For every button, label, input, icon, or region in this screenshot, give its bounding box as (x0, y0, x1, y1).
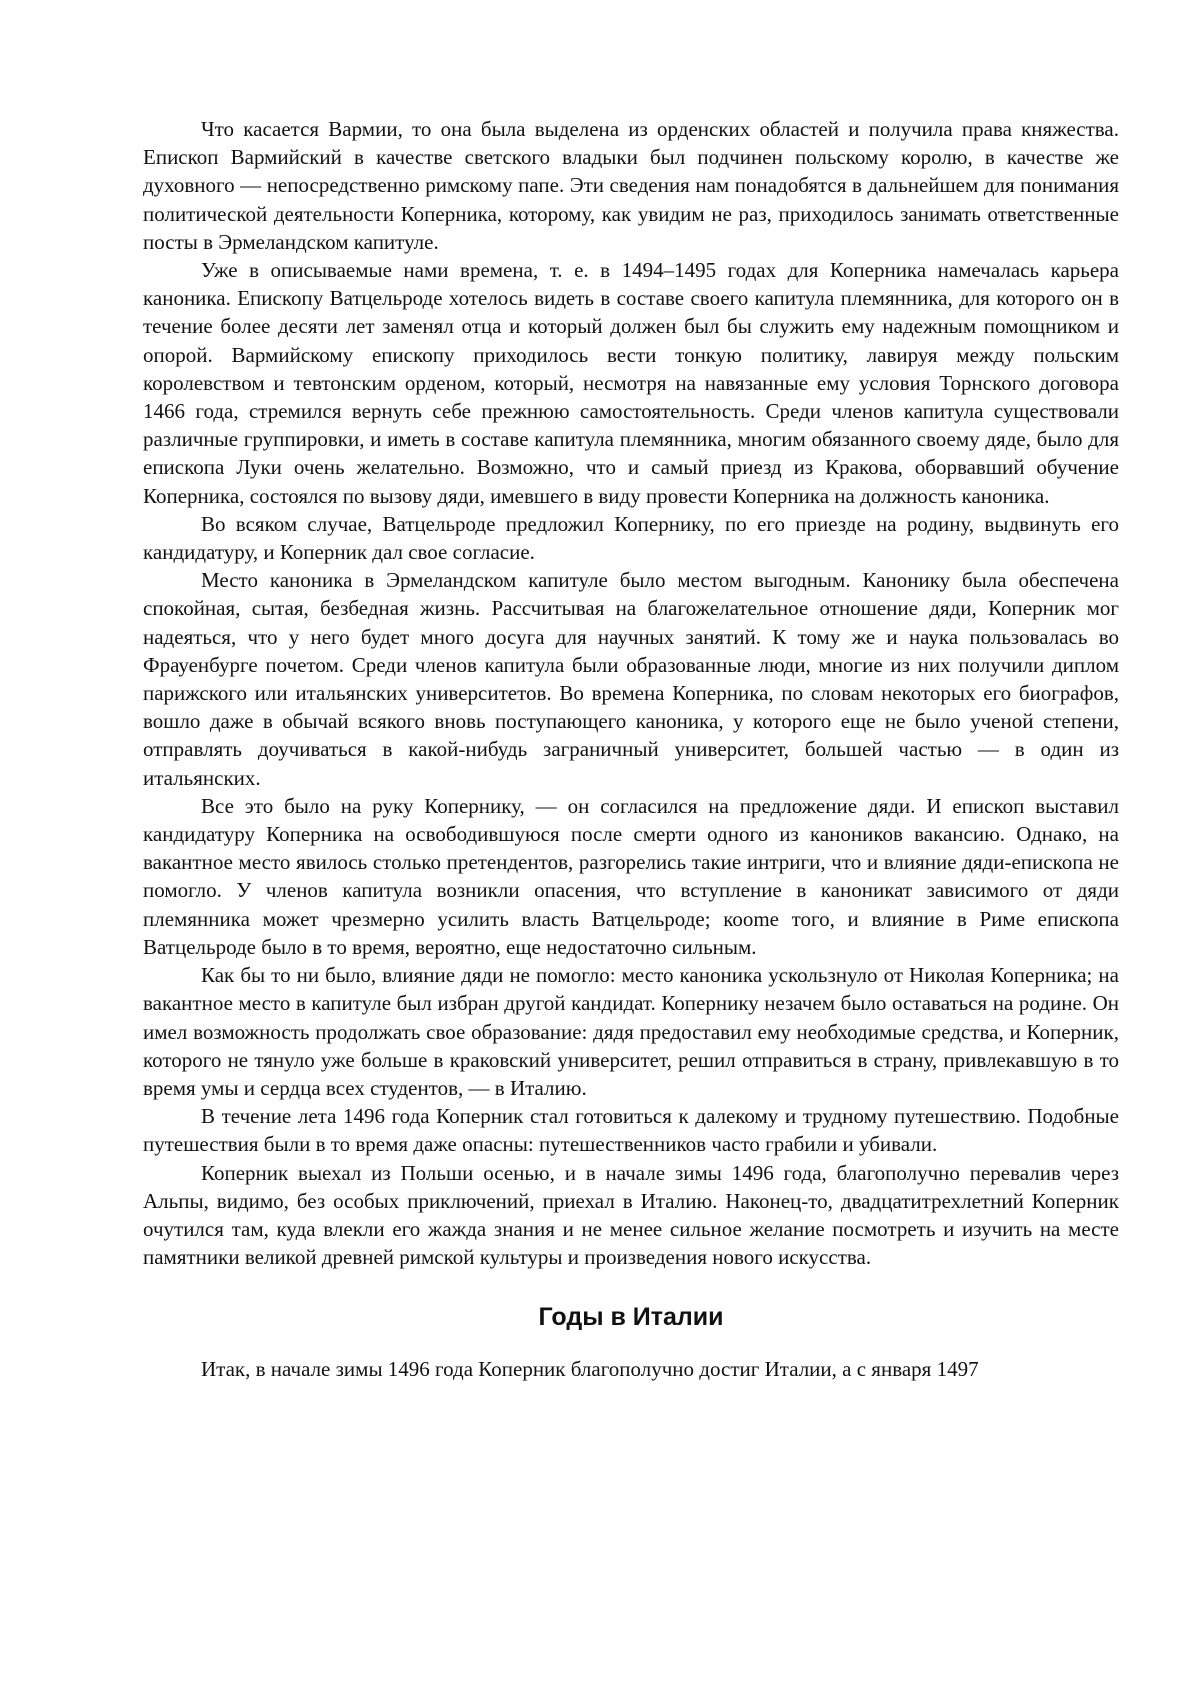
document-page (143, 115, 1119, 1384)
paragraph-9: Итак, в начале зимы 1496 года Коперник благополучно достиг Италии, а с января 1497 (201, 1357, 979, 1382)
paragraph-3: Во всяком случае, Ватцельроде предложил Копернику, по его приезде на родину, выдвинуть его кандидатуру, и Коперник дал свое согласие. (143, 511, 1119, 565)
paragraph-1: Что касается Вармии, то она была выделена из орденских областей и получила права княжества. Епископ Вармийский в качестве светского владыки был подчинен польскому королю, в качестве же духовного — непосредственно римскому папе. Эти сведения нам понадобятся в дальнейшем для понимания политической деятельности Коперника, которому, как увидим не раз, приходилось занимать ответственные посты в Эрмеландском капитуле. (143, 117, 1119, 254)
paragraph-7: В течение лета 1496 года Коперник стал готовиться к далекому и трудному путешествию. Подобные путешествия были в то время даже опасны: путешественников часто грабили и убивали. (143, 1104, 1119, 1157)
paragraph-2: Уже в описываемые нами времена, т. е. в 1494–1495 годах для Коперника намечалась карьера каноника. Епископу Ватцельроде хотелось видеть в составе своего капитула племянника, для которого он в течение более десяти лет заменял отца и который должен был бы служить ему надежным помощником и опорой. Вармийскому епископу приходилось вести тонкую политику, лавируя между польским королевством и тевтонским орденом, который, несмотря на навязанные ему условия Торнского договора 1466 года, стремился вернуть себе прежнюю самостоятельность. Среди членов капитула существовали различные группировки, и иметь в составе капитула племянника, многим обязанного своему дяде, было для епископа Луки очень желательно. Возможно, что и самый приезд из Кракова, оборвавший обучение Коперника, состоялся по вызову дяди, имевшего в виду провести Коперника на должность каноника. (143, 258, 1119, 508)
paragraph-4: Место каноника в Эрмеландском капитуле было местом выгодным. Канонику была обеспечена спокойная, сытая, безбедная жизнь. Рассчитывая на благожелательное отношение дяди, Коперник мог надеяться, что у него будет много досуга для научных занятий. К тому же и наука пользовалась во Фрауенбурге почетом. Среди членов капитула были образованные люди, многие из них получили диплом парижского или итальянских университетов. Во времена Коперника, по словам некоторых его биографов, вошло даже в обычай всякого вновь поступающего каноника, у которого еще не было ученой степени, отправлять доучиваться в какой-нибудь заграничный университет, большей частью — в один из итальянских. (143, 568, 1119, 790)
paragraph-6: Как бы то ни было, влияние дяди не помогло: место каноника ускользнуло от Николая Коперника; на вакантное место в капитуле был избран другой кандидат. Копернику незачем было оставаться на родине. Он имел возможность продолжать свое образование: дядя предоставил ему необходимые средства, и Коперник, которого не тянуло уже больше в краковский университет, решил отправиться в страну, привлекавшую в то время умы и сердца всех студентов, — в Италию. (143, 963, 1119, 1100)
section-heading: Годы в Италии (538, 1303, 724, 1332)
paragraph-8: Коперник выехал из Польши осенью, и в начале зимы 1496 года, благополучно перевалив через Альпы, видимо, без особых приключений, приехал в Италию. Наконец-то, двадцатитрехлетний Коперник очутился там, куда влекли его жажда знания и не менее сильное желание посмотреть и изучить на месте памятники великой древней римской культуры и произведения нового искусства. (143, 1160, 1119, 1270)
paragraph-5: Все это было на руку Копернику, — он согласился на предложение дяди. И епископ выставил кандидатуру Коперника на освободившуюся после смерти одного из каноников вакансию. Однако, на вакантное место явилось столько претендентов, разгорелись такие интриги, что и влияние дяди-епископа не помогло. У членов капитула возникли опасения, что вступление в каноникат зависимого от дяди племянника может чрезмерно усилить власть Ватцельроде; коome того, и влияние в Риме епископа Ватцельроде было в то время, вероятно, еще недостаточно сильным. (143, 793, 1119, 959)
